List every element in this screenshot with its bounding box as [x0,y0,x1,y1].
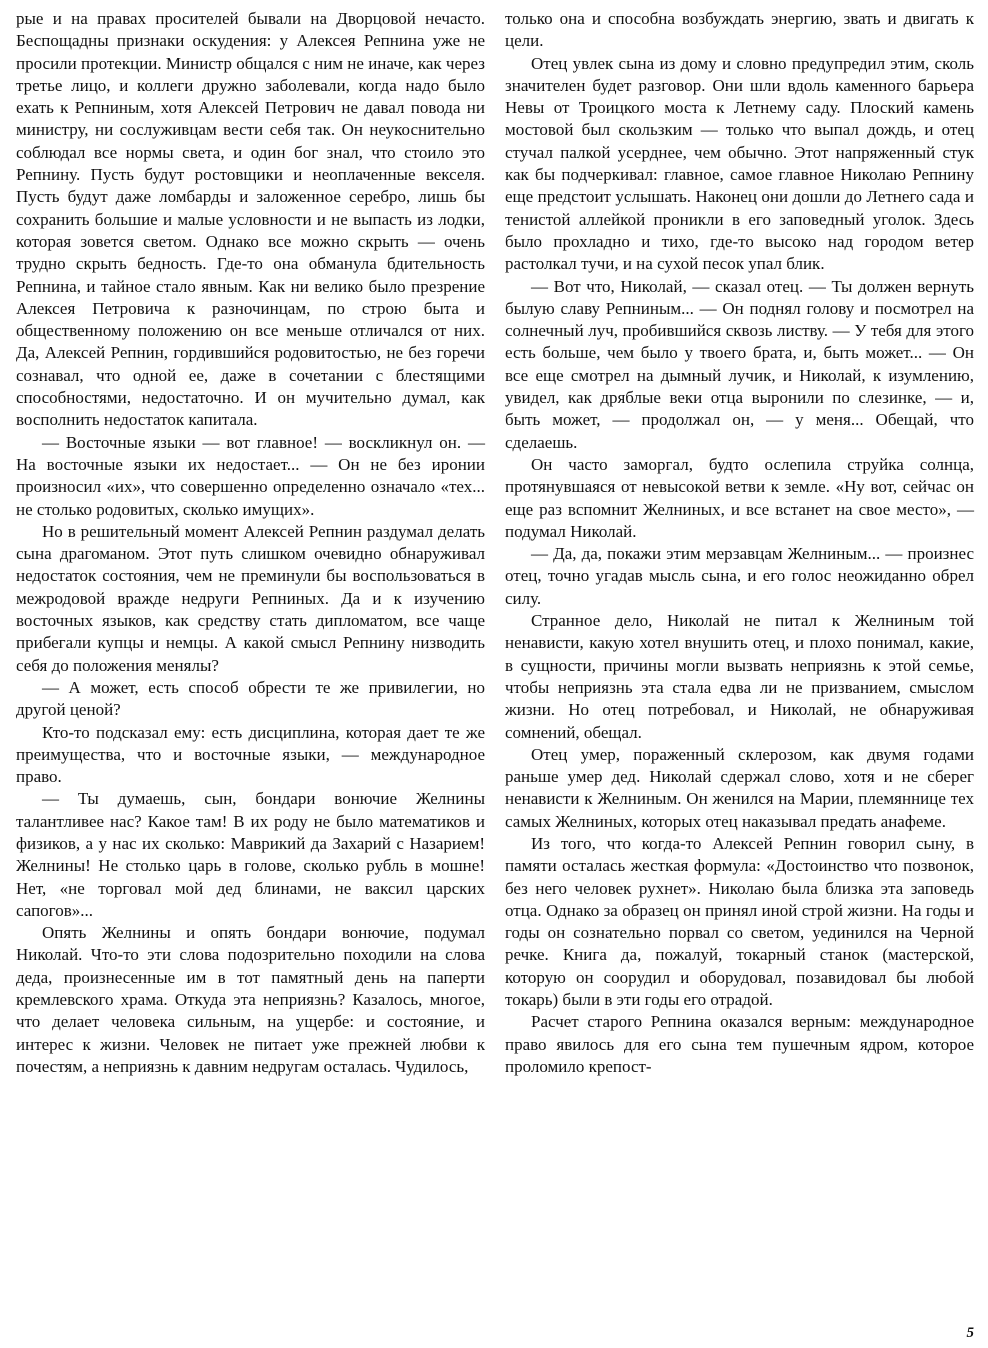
paragraph: только она и способна возбуждать энергию, звать и двигать к цели. [505,9,974,51]
paragraph: Отец увлек сына из дому и словно предупредил этим, сколь значителен будет разговор. Они шли вдоль каменного барьера Невы от Троицкого моста к Летнему саду. Плоский камень мостовой был скользким — только что выпал дождь, и отец стучал палкой усерднее, чем обычно. Этот напряженный стук как бы подчеркивал: главное, самое главное Николаю Репнину еще предстоит услышать. Наконец они дошли до Летнего сада и тенистой аллейкой проникли в его заповедный уголок. Здесь было прохладно и тихо, где-то высоко над городом ветер растолкал тучи, и на сухой песок упал блик. [505,53,974,274]
column-left [16,8,485,1078]
page-number: 5 [966,1325,974,1341]
paragraph: — Да, да, покажи этим мерзавцам Желниным... — произнес отец, точно угадав мысль сына, и его голос неожиданно обрел силу. [505,544,974,608]
paragraph: Из того, что когда-то Алексей Репнин говорил сыну, в памяти осталась жесткая формула: «Достоинство что позвонок, без него человек рухнет». Николаю была близка эта заповедь отца. Однако за образец он принял иной строй жизни. На годы и годы он сознательно порвал со светом, уединился на Черной речке. Книга да, пожалуй, токарный станок (мастерской, которую он соорудил и оборудовал, позавидовал бы любой токарь) были в эти годы его отрадой. [505,833,974,1010]
text-columns [16,8,974,1078]
paragraph: — Вот что, Николай, — сказал отец. — Ты должен вернуть былую славу Репниным... — Он поднял голову и посмотрел на солнечный луч, пробившийся сквозь листву. — У тебя для этого есть больше, чем было у твоего брата, и, быть может... — Он все еще смотрел на дымный лучик, и Николай, к изумлению, увидел, как дряблые веки отца выронили по слезинке, — и, быть может, — продолжал он, — у меня... Обещай, что сделаешь. [505,276,974,452]
paragraph: Странное дело, Николай не питал к Желниным той ненависти, какую хотел внушить отец, и плохо понимал, какие, в сущности, причины могли вызвать неприязнь к этой семье, чтобы неприязнь эта стала едва ли не призванием, смыслом жизни. Но отец потребовал, и Николай, не обнаруживая сомнений, обещал. [505,611,974,742]
column-right [505,8,974,1078]
paragraph: — Ты думаешь, сын, бондари вонючие Желнины талантливее нас? Какое там! В их роду не было математиков и физиков, а у нас их сколько: Маврикий да Захарий с Назарием! Желнины! Не столько царь в голове, сколько рубль в мошне! Нет, «не торговал мой дед блинами, не ваксил царских сапогов»... [16,789,485,920]
paragraph: рые и на правах просителей бывали на Дворцовой нечасто. Беспощадны признаки оскудения: у Алексея Репнина уже не просили протекции. Министр общался с ним не иначе, как через третье лицо, и коллеги дружно заболевали, когда надо было ехать к Репниным, хотя Алексей Петрович не давал повода ни министру, ни сослуживцам вести себя так. Он неукоснительно соблюдал все нормы света, и один бог знал, что стоило это Репнину. Пусть будут ростовщики и неоплаченные векселя. Пусть будут даже ломбарды и заложенное серебро, лишь бы сохранить большие и малые условности и не выпасть из лодки, которая зовется светом. Однако все можно скрыть — очень трудно скрыть бедность. Где-то она обманула бдительность Репнина, и тайное стало явным. Как ни велико было презрение Алексея Петровича к разночинцам, по строю быта и общественному положению он все меньше отличался от них. Да, Алексей Репнин, гордившийся родовитостью, не без горечи сознавал, что одной ее, даже в сочетании с блестящими способностями, недостаточно. И он мучительно думал, как восполнить недостаток капитала. [16,9,485,430]
paragraph: Опять Желнины и опять бондари вонючие, подумал Николай. Что-то эти слова подозрительно походили на слова деда, произнесенные им в тот памятный день на паперти кремлевского храма. Откуда эта неприязнь? Казалось, многое, что делает человека сильным, на ущербе: и состояние, и интерес к жизни. Человек не питает уже прежней любви к почестям, а неприязнь к давним недругам осталась. Чудилось, [16,923,485,1076]
paragraph: Расчет старого Репнина оказался верным: международное право явилось для его сына тем пушечным ядром, которое проломило крепост- [505,1012,974,1076]
paragraph: — А может, есть способ обрести те же привилегии, но другой ценой? [16,677,485,720]
paragraph: Но в решительный момент Алексей Репнин раздумал делать сына драгоманом. Этот путь слишком очевидно обнаруживал недостаток состояния, чем не преминули бы воспользоваться в межродовой вражде недруги Репниных. Да и к изучению восточных языков, как средству стать дипломатом, все чаще прибегали купцы и немцы. А какой смысл Репнину низводить себя до положения менялы? [16,521,485,675]
paragraph: — Восточные языки — вот главное! — воскликнул он. — На восточные языки их недостает... — Он не без иронии произносил «их», что совершенно определенно означало «тех... не столько родовитых, сколько имущих». [16,432,485,519]
paragraph: Он часто заморгал, будто ослепила струйка солнца, протянувшаяся от невысокой ветви к земле. «Ну вот, сейчас он еще раз вспомнит Желниных, и все встанет на свое место», — подумал Николай. [505,454,974,541]
paragraph: Кто-то подсказал ему: есть дисциплина, которая дает те же преимущества, что и восточные языки, — международное право. [16,722,485,787]
paragraph: Отец умер, пораженный склерозом, как двумя годами раньше умер дед. Николай сдержал слово, хотя и не сберег ненависти к Желниным. Он женился на Марии, племяннице тех самых Желниных, которых отец наказывал предать анафеме. [505,744,974,831]
